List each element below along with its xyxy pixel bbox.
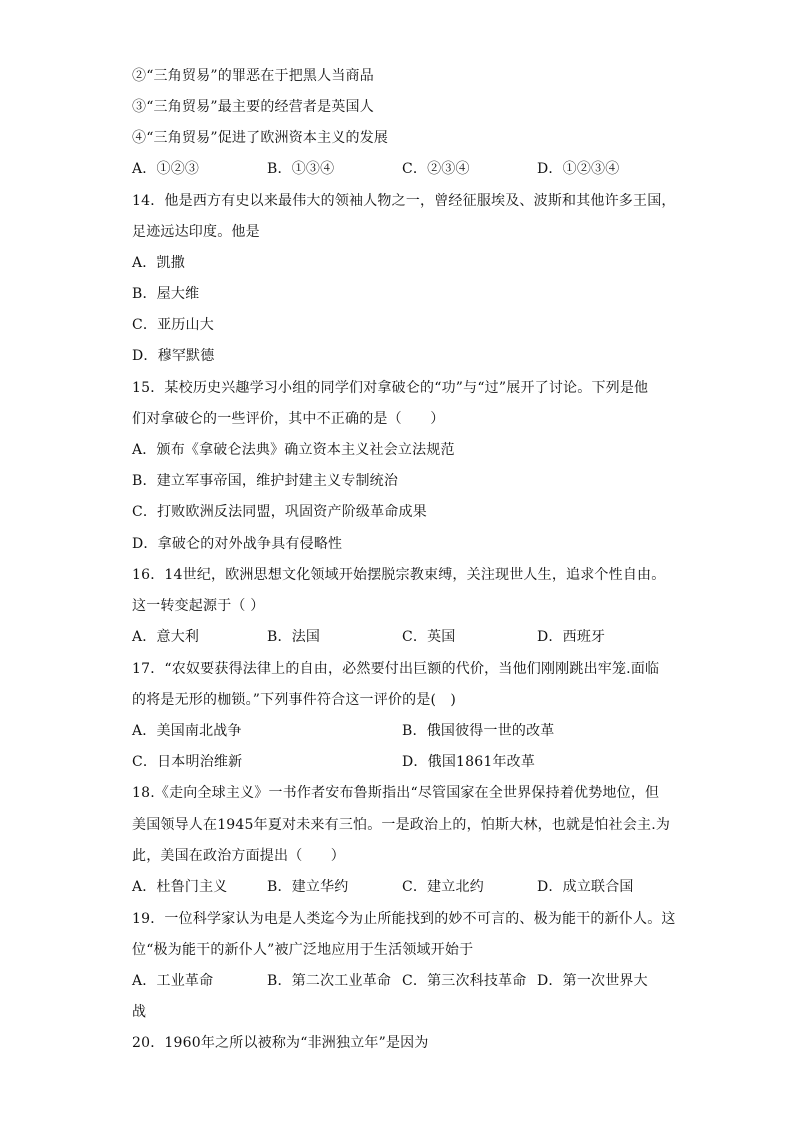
- q16-option-b: B．法国: [267, 629, 321, 645]
- q19-option-b: B．第二次工业革命: [267, 973, 392, 989]
- q16-options: [132, 627, 672, 647]
- statement-3: ③“三角贸易”最主要的经营者是英国人: [132, 99, 374, 115]
- q18-option-c: C．建立北约: [402, 879, 484, 895]
- q17-option-b: B．俄国彼得一世的改革: [402, 723, 555, 739]
- q13-option-b: B．①③④: [267, 161, 335, 177]
- q18-option-a: A．杜鲁门主义: [132, 879, 228, 895]
- q14-option-c: C．亚历山大: [132, 317, 214, 333]
- q14-option-b: B．屋大维: [132, 286, 200, 302]
- q15-stem-line-2: 们对拿破仑的一些评价，其中不正确的是（ ）: [132, 411, 445, 427]
- q18-stem-line-1: 18.《走向全球主义》一书作者安布鲁斯指出“尽管国家在全世界保持着优势地位，但: [132, 785, 660, 801]
- q15-option-b: B．建立军事帝国，维护封建主义专制统治: [132, 473, 399, 489]
- q17-options-row-1: [132, 721, 672, 741]
- q16-option-d: D．西班牙: [537, 629, 606, 645]
- q13-option-d: D．①②③④: [537, 161, 620, 177]
- q17-option-c: C．日本明治维新: [132, 754, 243, 770]
- statement-2: ②“三角贸易”的罪恶在于把黑人当商品: [132, 68, 374, 84]
- q19-option-c: C．第三次科技革命: [402, 973, 527, 989]
- q19-stem-line-2: 位“极为能干的新仆人”被广泛地应用于生活领域开始于: [132, 942, 474, 958]
- q14-option-d: D．穆罕默德: [132, 348, 215, 364]
- q15-stem-line-1: 15．某校历史兴趣学习小组的同学们对拿破仑的“功”与“过”展开了讨论。下列是他: [132, 380, 649, 396]
- q19-option-d-wrap: 战: [132, 1004, 147, 1020]
- q17-options-row-2: [132, 752, 672, 772]
- q19-stem-line-1: 19．一位科学家认为电是人类迄今为止所能找到的妙不可言的、极为能干的新仆人。这: [132, 911, 676, 927]
- q18-option-b: B．建立华约: [267, 879, 349, 895]
- q17-stem-line-2: 的将是无形的枷锁。”下列事件符合这一评价的是( ): [132, 692, 457, 708]
- q18-options: [132, 877, 672, 897]
- q14-stem-line-1: 14．他是西方有史以来最伟大的领袖人物之一，曾经征服埃及、波斯和其他许多王国，: [132, 193, 676, 209]
- q16-option-a: A．意大利: [132, 629, 200, 645]
- statement-4: ④“三角贸易”促进了欧洲资本主义的发展: [132, 130, 389, 146]
- q18-option-d: D．成立联合国: [537, 879, 634, 895]
- q15-option-a: A．颁布《拿破仑法典》确立资本主义社会立法规范: [132, 442, 455, 458]
- q16-stem-line-1: 16．14世纪，欧洲思想文化领域开始摆脱宗教束缚，关注现世人生，追求个性自由。: [132, 567, 666, 583]
- q18-stem-line-3: 此，美国在政治方面提出（ ）: [132, 848, 345, 864]
- q17-option-a: A．美国南北战争: [132, 723, 242, 739]
- q13-option-c: C．②③④: [402, 161, 470, 177]
- q14-stem-line-2: 足迹远达印度。他是: [132, 224, 260, 240]
- q17-option-d: D．俄国1861年改革: [402, 754, 536, 770]
- q15-option-c: C．打败欧洲反法同盟，巩固资产阶级革命成果: [132, 504, 427, 520]
- q16-stem-line-2: 这一转变起源于（ ）: [132, 598, 265, 614]
- q13-option-a: A．①②③: [132, 161, 200, 177]
- q19-option-a: A．工业革命: [132, 973, 214, 989]
- q19-option-d: D．第一次世界大: [537, 973, 648, 989]
- q15-option-d: D．拿破仑的对外战争具有侵略性: [132, 536, 343, 552]
- q17-stem-line-1: 17．“农奴要获得法律上的自由，必然要付出巨额的代价，当他们刚刚跳出牢笼.面临: [132, 661, 660, 677]
- q19-options: [132, 971, 672, 991]
- q14-option-a: A．凯撒: [132, 255, 185, 271]
- q13-options: [132, 159, 672, 179]
- q20-stem-line-1: 20．1960年之所以被称为“非洲独立年”是因为: [132, 1035, 429, 1051]
- q16-option-c: C．英国: [402, 629, 456, 645]
- q18-stem-line-2: 美国领导人在1945年夏对未来有三怕。一是政治上的，怕斯大林，也就是怕社会主.为: [132, 817, 671, 833]
